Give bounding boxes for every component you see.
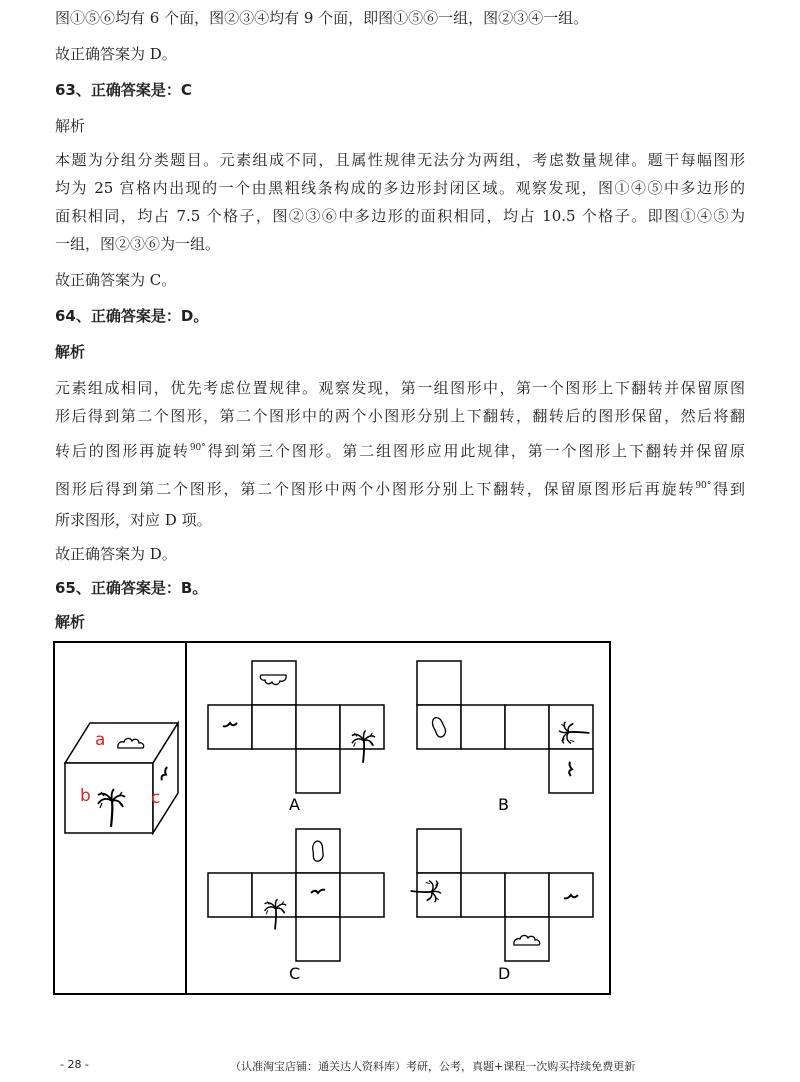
- net-c-cell: [208, 873, 252, 917]
- net-a-cell: [252, 705, 296, 749]
- net-b-cell: [505, 705, 549, 749]
- net-b-cell: [549, 705, 593, 749]
- option-b-label: B: [498, 795, 509, 814]
- net-d-cell: [461, 873, 505, 917]
- net-c-leaf-icon: [313, 841, 323, 861]
- net-a-cell: [296, 705, 340, 749]
- q63-text-line-2: 均为 25 宫格内出现的一个由黑粗线条构成的多边形封闭区域。观察发现，图①④⑤中多边形的: [55, 179, 745, 197]
- option-a-net: [208, 661, 384, 793]
- net-a-cell: [296, 749, 340, 793]
- net-a-cell: [208, 705, 252, 749]
- cube-label-c: c: [151, 788, 161, 808]
- q64-text-line-3: [55, 438, 745, 461]
- net-d-cell: [417, 873, 461, 917]
- option-d-net: [417, 829, 593, 961]
- q63-conclusion: 故正确答案为 C。: [55, 271, 177, 289]
- cube-label-b: b: [80, 786, 91, 806]
- option-d-label: D: [498, 964, 511, 983]
- q64-conclusion: 故正确答案为 D。: [55, 545, 177, 563]
- net-d-cell: [505, 873, 549, 917]
- q64-degree-1: 90°: [189, 443, 206, 453]
- q64-text-line-2: 形后得到第二个图形，第二个图形中的两个小图形分别上下翻转，翻转后的图形保留，然后将翻: [55, 407, 745, 425]
- q65-analysis-label: 解析: [55, 613, 86, 631]
- q64-line3-part2: 得到第三个图形。第二组图形应用此规律，第一个图形上下翻转并保留原: [205, 442, 745, 460]
- q64-line3-part1: 转后的图形再旋转: [55, 442, 190, 460]
- q63-analysis-label: 解析: [55, 117, 86, 135]
- q64-heading: 64、正确答案是：D。: [55, 307, 209, 325]
- net-b-cell: [417, 661, 461, 705]
- page-number: - 28 -: [60, 1058, 89, 1071]
- q63-text-line-3: 面积相同，均占 7.5 个格子，图②③⑥中多边形的面积相同，均占 10.5 个格子。即图①④⑤为: [55, 207, 745, 225]
- net-c-cell: [296, 917, 340, 961]
- cube-label-a: a: [95, 730, 106, 750]
- q64-line4-part2: 得到: [711, 480, 745, 498]
- option-c-label: C: [289, 964, 301, 983]
- q64-text-line-5: 所求图形，对应 D 项。: [55, 511, 212, 529]
- net-b-cell: [549, 749, 593, 793]
- q64-line4-part1: 图形后得到第二个图形，第二个图形中两个小图形分别上下翻转，保留原图形后再旋转: [55, 480, 696, 498]
- net-a-cell: [340, 705, 384, 749]
- net-c-cell: [252, 873, 296, 917]
- q64-text-line-4: [55, 476, 745, 499]
- q65-heading: 65、正确答案是：B。: [55, 579, 208, 597]
- net-d-cell: [417, 829, 461, 873]
- q62-conclusion: 故正确答案为 D。: [55, 45, 177, 63]
- option-a-label: A: [289, 795, 300, 814]
- q62-text-line: 图①⑤⑥均有 6 个面，图②③④均有 9 个面，即图①⑤⑥一组，图②③④一组。: [55, 9, 589, 27]
- net-b-cell: [461, 705, 505, 749]
- q65-figure: [53, 641, 611, 995]
- option-c-net: [208, 829, 384, 961]
- q64-text-line-1: 元素组成相同，优先考虑位置规律。观察发现，第一组图形中，第一个图形上下翻转并保留原图: [55, 379, 745, 397]
- q63-heading: 63、正确答案是：C: [55, 81, 192, 99]
- footer-note: （认准淘宝店铺：通关达人资料库）考研，公考，真题+课程一次购买持续免费更新: [230, 1060, 636, 1073]
- net-c-cell: [340, 873, 384, 917]
- q63-text-line-1: 本题为分组分类题目。元素组成不同，且属性规律无法分为两组，考虑数量规律。题干每幅图形: [55, 151, 745, 169]
- q63-text-line-4: 一组，图②③⑥为一组。: [55, 235, 221, 253]
- q64-degree-2: 90°: [695, 481, 712, 491]
- q64-analysis-label: 解析: [55, 343, 86, 361]
- net-c-cell: [296, 873, 340, 917]
